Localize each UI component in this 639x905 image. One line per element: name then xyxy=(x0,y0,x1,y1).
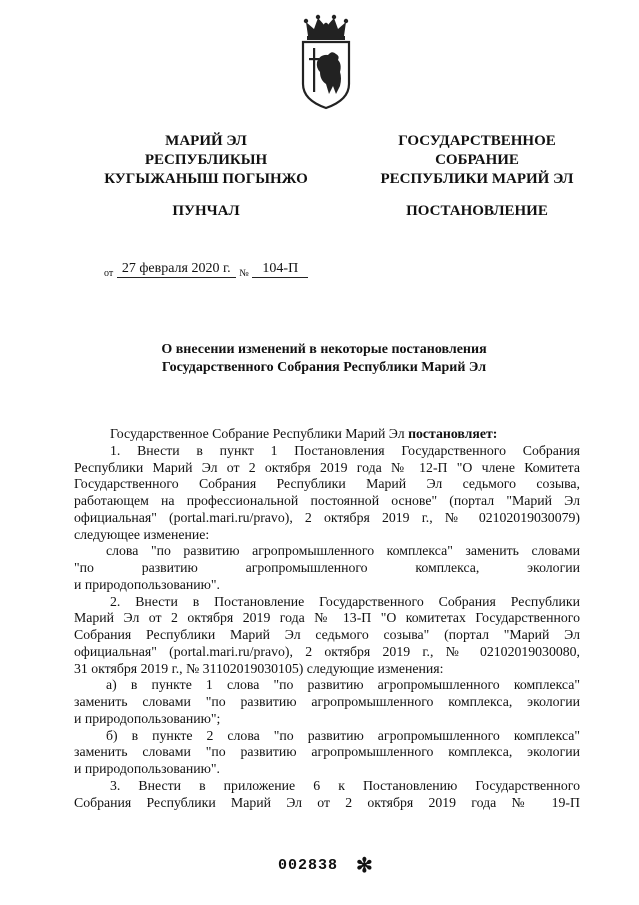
header-right-line3: РЕСПУБЛИКИ МАРИЙ ЭЛ xyxy=(380,171,574,187)
coat-of-arms-icon xyxy=(298,14,354,112)
header-right-doc-type: ПОСТАНОВЛЕНИЕ xyxy=(406,203,548,219)
paragraph-1a-line2: "по развитию агропромышленного комплекса, экологии xyxy=(74,560,580,575)
header-left-line3: КУГЫЖАНЫШ ПОГЫНЖО xyxy=(104,171,308,187)
paragraph-2b-line2: заменить словами "по развитию агропромышленного комплекса, экологии xyxy=(74,744,580,760)
date-line xyxy=(104,260,308,278)
paragraph-2b-line1: б) в пункте 2 слова "по развитию агропромышленного комплекса" xyxy=(106,727,580,743)
decree-number: 104-П xyxy=(252,260,308,278)
header-left-line2: РЕСПУБЛИКЫН xyxy=(144,152,268,168)
paragraph-3-line1: 3. Внести в приложение 6 к Постановлению Государственного xyxy=(110,777,580,793)
header-left-line1: МАРИЙ ЭЛ xyxy=(165,133,247,149)
paragraph-2-line2: Марий Эл от 2 октября 2019 года № 13-П "О комитетах Государственного xyxy=(74,610,580,626)
header-left xyxy=(80,132,332,221)
from-label: от xyxy=(104,268,114,279)
header-right-line1: ГОСУДАРСТВЕННОЕ xyxy=(398,133,556,149)
asterisk-mark-icon: ✻ xyxy=(356,855,373,877)
preamble-bold: постановляет: xyxy=(408,426,498,441)
paragraph-2a-line1: а) в пункте 1 слова "по развитию агропромышленного комплекса" xyxy=(106,677,580,693)
header-left-doc-type: ПУНЧАЛ xyxy=(172,203,240,219)
preamble xyxy=(74,426,580,443)
paragraph-1a-line1: слова "по развитию агропромышленного комплекса" заменить словами xyxy=(106,543,580,559)
decree-date: 27 февраля 2020 г. xyxy=(117,260,236,278)
paragraph-2a-line3: и природопользованию"; xyxy=(74,710,221,726)
paragraph-1-line3: Государственного Собрания Республики Марий Эл седьмого созыва, xyxy=(74,476,580,492)
paragraph-1-line1: 1. Внести в пункт 1 Постановления Государственного Собрания xyxy=(110,442,580,458)
document-title xyxy=(60,341,588,377)
paragraph-1-line6: следующее изменение: xyxy=(74,526,210,542)
paragraph-2b-line3: и природопользованию". xyxy=(74,761,220,776)
paragraph-2a-line2: заменить словами "по развитию агропромышленного комплекса, экологии xyxy=(74,694,580,709)
paragraph-3-line2: Собрания Республики Марий Эл от 2 октября 2019 года № 19-П xyxy=(74,794,580,810)
title-line1: О внесении изменений в некоторые постановления xyxy=(161,342,487,357)
paragraph-1a-line3: и природопользованию". xyxy=(74,576,220,592)
paragraph-1-line2: Республики Марий Эл от 2 октября 2019 года № 12-П "О члене Комитета xyxy=(74,459,580,475)
number-label: № xyxy=(239,268,249,279)
paragraph-2-line4: официальная" (portal.mari.ru/pravo), 2 октября 2019 г., № 02102019030080, xyxy=(74,643,580,659)
paragraph-2-line1: 2. Внести в Постановление Государственного Собрания Республики xyxy=(110,593,580,609)
header-right-line2: СОБРАНИЕ xyxy=(435,152,519,168)
header-right xyxy=(352,132,602,221)
title-line2: Государственного Собрания Республики Марий Эл xyxy=(161,360,487,375)
preamble-text: Государственное Собрание Республики Марий Эл xyxy=(110,426,405,441)
serial-number: 002838 xyxy=(278,857,339,874)
paragraph-2-line5: 31 октября 2019 г., № 31102019030105) следующие изменения: xyxy=(74,660,444,676)
paragraph-1-line4: работающем на профессиональной постоянной основе" (портал "Марий Эл xyxy=(74,493,580,508)
paragraph-1-line5: официальная" (portal.mari.ru/pravo), 2 октября 2019 г., № 02102019030079) xyxy=(74,509,580,525)
paragraph-2-line3: Собрания Республики Марий Эл седьмого созыва" (портал "Марий Эл xyxy=(74,627,580,642)
document-body xyxy=(74,426,580,811)
